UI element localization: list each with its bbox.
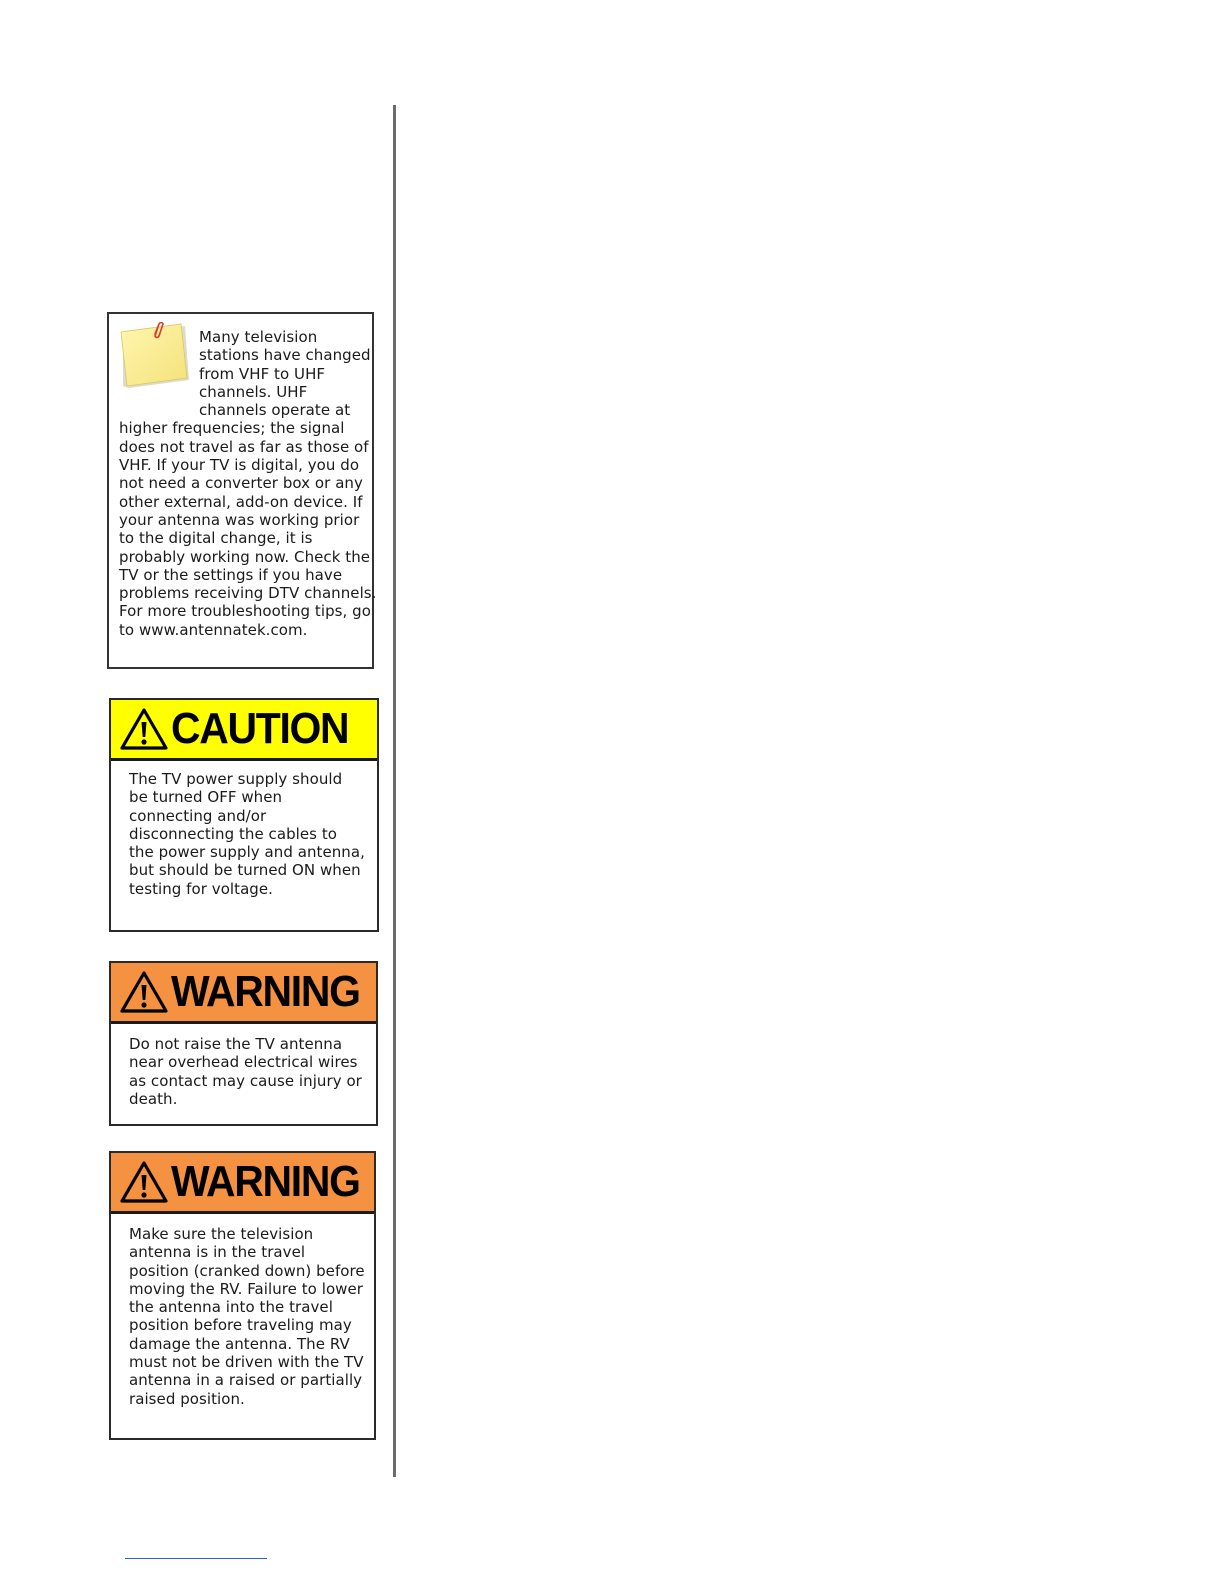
warning-title: WARNING xyxy=(171,1157,360,1206)
caution-header xyxy=(111,700,377,761)
footnote-link-underline xyxy=(125,1558,267,1559)
caution-text: The TV power supply should be turned OFF when connecting and/or disconnecting the cables to the power supply and antenna, but should be turned ON when testing for voltage. xyxy=(129,770,365,898)
note-text: Many television stations have changed from VHF to UHF channels. UHF channels operate at higher frequencies; the signal does not travel as far as those of VHF. If your TV is digital, you do not need a converter box or any other external, add-on device. If your antenna was working prior to the digital change, it is probably working now. Check the TV or the settings if you have problems receiving DTV channels. For more troubleshooting tips, go to www.antennatek.com. xyxy=(119,328,377,639)
warning-triangle-icon xyxy=(120,1160,168,1204)
warning-text: Make sure the television antenna is in the travel position (cranked down) before moving the RV. Failure to lower the antenna into the travel position before traveling may damage the antenna. The RV must not be driven with the TV antenna in a raised or partially raised position. xyxy=(129,1225,365,1408)
warning-title: WARNING xyxy=(171,967,360,1016)
warning-text: Do not raise the TV antenna near overhead electrical wires as contact may cause injury or death. xyxy=(129,1035,362,1108)
column-divider xyxy=(393,105,396,1477)
warning-header xyxy=(111,963,376,1024)
note-box xyxy=(107,312,377,669)
warning-header xyxy=(111,1153,374,1214)
caution-box xyxy=(109,698,379,932)
caution-title: CAUTION xyxy=(171,704,349,753)
warning-triangle-icon xyxy=(120,707,168,751)
warning-triangle-icon xyxy=(120,970,168,1014)
warning-box-travel-position xyxy=(109,1151,376,1440)
warning-box-overhead-wires xyxy=(109,961,378,1126)
